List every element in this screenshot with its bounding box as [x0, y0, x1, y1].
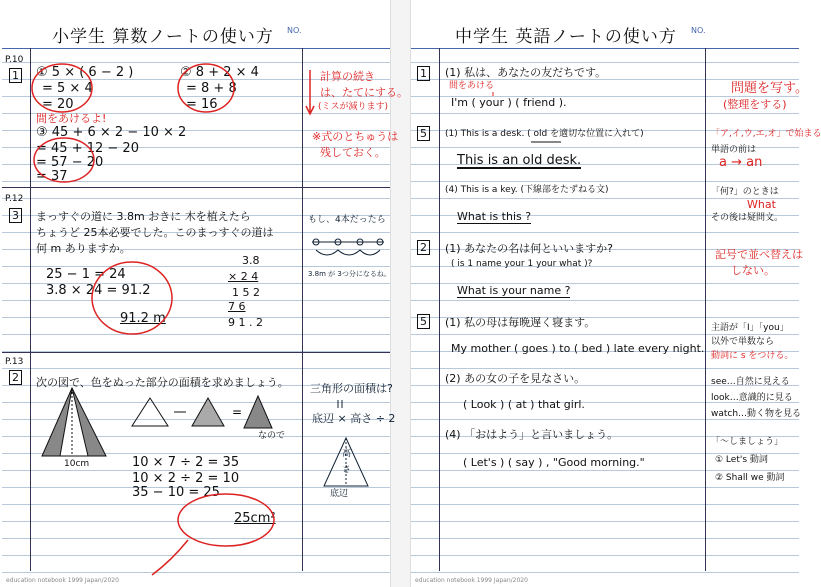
tip-text: watch…動く物を見る — [711, 409, 802, 419]
tip-text: ② Shall we 動詞 — [715, 473, 785, 483]
question-jp: (4) This is a key. (下線部をたずねる文) — [445, 185, 609, 195]
red-circle — [34, 138, 94, 182]
answer-en: What is this ? — [457, 210, 532, 223]
problem-2: ② 8 + 2 × 4 — [180, 65, 259, 80]
answer-en: I'm ( your ) ( friend ). — [451, 96, 567, 109]
problem-2-step: = 16 — [186, 97, 218, 112]
page-title: 小学生 算数ノートの使い方 — [52, 27, 274, 47]
triangle-label: 高 — [342, 449, 352, 459]
answer: 91.2 m — [120, 311, 166, 326]
english-notebook-page — [410, 0, 821, 587]
tip-text: see…自然に見える — [711, 377, 790, 387]
red-circle — [178, 64, 234, 112]
answer-en: ( Let's ) ( say ) , "Good morning." — [463, 456, 645, 469]
question-jp: (4) 「おはよう」と言いましょう。 — [445, 428, 619, 441]
section-number: 2 — [417, 240, 430, 255]
calc-line: 3.8 × 24 = 91.2 — [46, 283, 151, 298]
problem-text: 次の図で、色をぬった部分の面積を求めましょう。 — [36, 376, 289, 389]
vertical-calc: 7 6 — [228, 300, 246, 313]
answer-en: This is an old desk. — [457, 153, 582, 168]
math-notebook-page — [2, 0, 408, 587]
tip-text: look…意識的に見る — [711, 393, 793, 403]
section-page-ref: P.13 — [5, 357, 24, 367]
question-jp: (1) 私は、あなたの友だちです。 — [445, 66, 607, 79]
tip-text: その後は疑問文。 — [711, 213, 784, 223]
problem-1-step: = 5 × 4 — [42, 81, 93, 96]
tip-text: しない。 — [731, 264, 775, 277]
tip-text: ※式のとちゅうは — [312, 130, 399, 143]
tip-text: もし、4本だったら — [308, 215, 386, 225]
problem-text: 何 m ありますか。 — [36, 242, 131, 255]
problem-text: ちょうど 25本必要でした。このまっすぐの道は — [36, 226, 274, 239]
triangle — [132, 398, 168, 426]
annotation-spacing: 間をあけるよ! — [36, 112, 107, 125]
triangle-label: さ — [342, 465, 352, 475]
problem-3-step: = 37 — [36, 169, 68, 184]
red-circle — [178, 494, 274, 546]
annotation-spacing: 間をあける — [449, 81, 495, 91]
problem-text: まっすぐの道に 3.8m おきに 木を植えたら — [36, 210, 251, 223]
problem-2-step: = 8 + 8 — [186, 81, 237, 96]
tip-text: 単語の前は — [711, 145, 757, 155]
red-circle — [32, 64, 92, 112]
problem-1: ① 5 × ( 6 − 2 ) — [36, 65, 134, 80]
tip-text: 問題を写す。 — [731, 81, 808, 96]
tip-text: What — [747, 198, 776, 211]
question-jp: (1) This is a desk. ( old を適切な位置に入れて) — [445, 129, 644, 139]
tip-text: ① Let's 動詞 — [715, 455, 768, 465]
answer: 25cm² — [234, 511, 276, 526]
section-number: 1 — [417, 66, 430, 81]
section-number: 5 — [417, 126, 430, 141]
page-title: 中学生 英語ノートの使い方 — [455, 27, 677, 47]
section-number: 2 — [9, 370, 22, 385]
tip-text: 「ア,イ,ウ,エ,オ」で始まる — [711, 129, 821, 139]
problem-3-step: = 57 − 20 — [36, 155, 104, 170]
calc-line: 35 − 10 = 25 — [132, 485, 220, 500]
answer-en: What is your name ? — [457, 284, 571, 297]
vertical-calc: 3.8 — [242, 254, 260, 267]
tip-text: 3.8m が 3つ分になるね。 — [308, 270, 391, 278]
tip-text: a → an — [719, 155, 763, 170]
options: ( is 1 name your 1 your what )? — [451, 259, 593, 269]
tip-text: 計算の続き — [320, 70, 375, 83]
red-circle — [92, 262, 172, 334]
dimension-label: 10cm — [64, 459, 90, 469]
tip-text: 「何?」のときは — [711, 187, 779, 197]
tip-text: 底辺 × 高さ ÷ 2 — [312, 412, 396, 425]
question-jp: (1) あなたの名は何といいますか? — [445, 242, 613, 255]
answer-en: ( Look ) ( at ) that girl. — [463, 398, 585, 411]
footer: education notebook 1999 Japan/2020 — [6, 577, 119, 584]
section-number: 5 — [417, 314, 430, 329]
section-number: 3 — [9, 208, 22, 223]
footer: education notebook 1999 Japan/2020 — [415, 577, 528, 584]
calc-line: 10 × 7 ÷ 2 = 35 — [132, 455, 240, 470]
section-page-ref: P.12 — [5, 194, 24, 204]
question-jp: (2) あの女の子を見なさい。 — [445, 372, 586, 385]
since-label: なので — [258, 431, 286, 441]
svg-text:=: = — [232, 405, 243, 419]
question-jp: (1) 私の母は毎晩遅く寝ます。 — [445, 316, 596, 329]
vertical-calc: × 2 4 — [228, 270, 259, 283]
calc-line: 10 × 2 ÷ 2 = 10 — [132, 471, 240, 486]
tip-text: は、たてにする。 — [320, 86, 408, 99]
section-number: 1 — [9, 68, 22, 83]
calc-line: 25 − 1 = 24 — [46, 267, 126, 282]
page-number-label: NO. — [287, 26, 302, 35]
page-number-label: NO. — [691, 26, 706, 35]
tip-text: 残しておく。 — [320, 146, 386, 159]
tip-text: 記号で並べ替えは — [715, 248, 803, 261]
triangle-label: 底辺 — [330, 489, 349, 499]
vertical-calc: 9 1 . 2 — [228, 316, 263, 329]
problem-3-step: = 45 + 12 − 20 — [36, 141, 139, 156]
section-page-ref: P.10 — [5, 55, 24, 65]
answer-en: My mother ( goes ) to ( bed ) late every night. — [451, 342, 705, 355]
problem-3: ③ 45 + 6 × 2 − 10 × 2 — [36, 125, 187, 140]
tip-text: 動詞に s をつける。 — [711, 351, 794, 361]
tip-text: 三角形の面積は? — [310, 382, 393, 395]
english-drawings — [411, 0, 802, 587]
math-drawings — [2, 0, 390, 587]
vertical-calc: 1 5 2 — [232, 286, 260, 299]
tip-text: 「〜しましょう」 — [711, 437, 784, 447]
tip-text: (ミスが減ります) — [318, 102, 389, 112]
problem-1-step: = 20 — [42, 97, 74, 112]
tip-text: 主語が「I」「you」 — [711, 323, 789, 333]
tip-text: (整理をする) — [723, 98, 787, 111]
tip-text: 以外で単数なら — [711, 337, 775, 347]
